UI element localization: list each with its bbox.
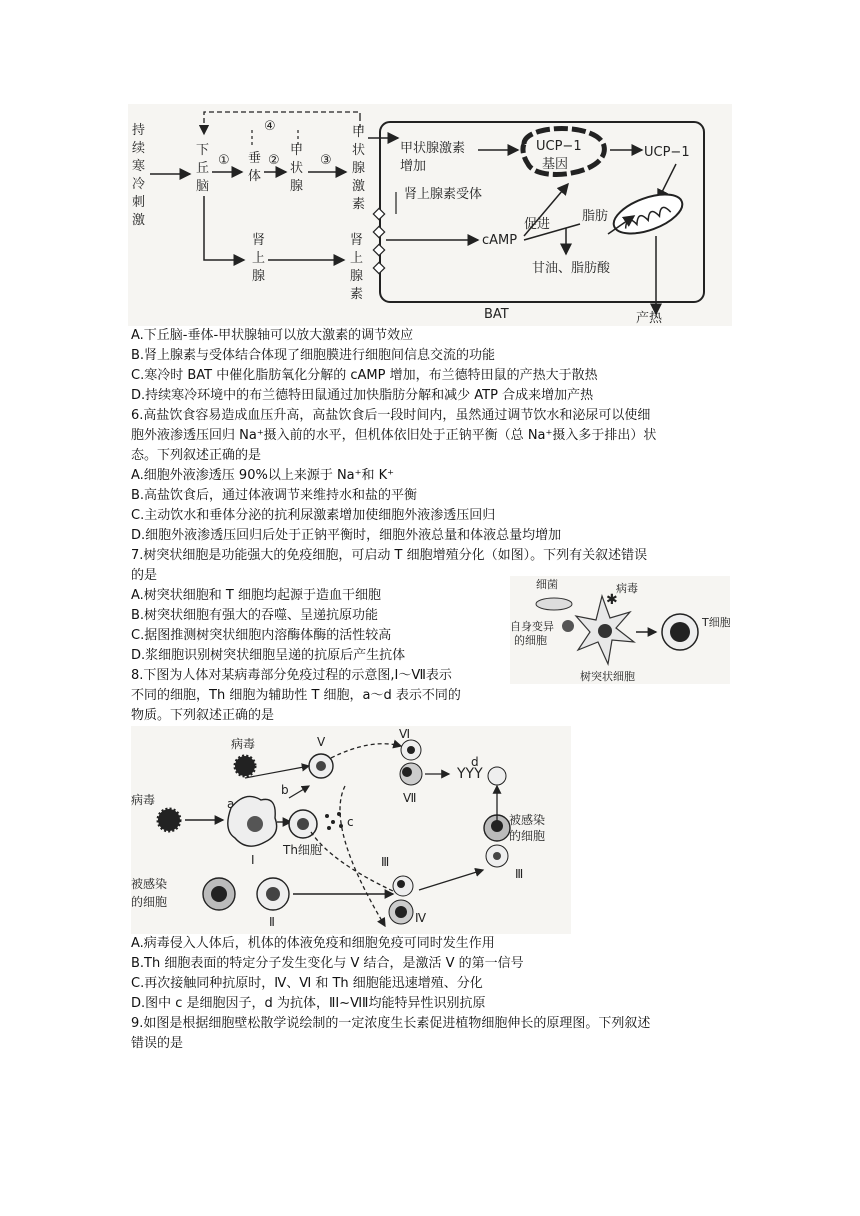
label-r1: Ⅰ: [251, 853, 255, 867]
virus-top-label: 病毒: [231, 737, 256, 751]
svg-text:腺: 腺: [290, 179, 304, 194]
q7-option-c: C.据图推测树突状细胞内溶酶体酶的活性较高: [131, 628, 392, 643]
q6-option-d: D.细胞外液渗透压回归后处于正钠平衡时，细胞外液总量和体液总量均增加: [131, 528, 562, 543]
svg-text:腺: 腺: [252, 269, 266, 284]
label-r2: Ⅱ: [269, 915, 275, 929]
promote-label: 促进: [524, 217, 551, 232]
svg-text:寒: 寒: [132, 159, 146, 174]
virus-left-label: 病毒: [131, 793, 156, 807]
t-cell-label: T细胞: [702, 616, 730, 629]
svg-text:基因: 基因: [542, 157, 569, 172]
q7-stem-2: 的是: [131, 568, 158, 583]
q7-option-d: D.浆细胞识别树突状细胞呈递的抗原后产生抗体: [131, 648, 406, 663]
virus-top-icon: [235, 756, 255, 776]
svg-text:持: 持: [132, 123, 146, 138]
svg-text:甲: 甲: [290, 143, 304, 158]
svg-text:素: 素: [352, 197, 366, 212]
svg-text:肾: 肾: [252, 233, 266, 248]
step-2: ②: [268, 153, 280, 168]
bacteria-label: 细菌: [536, 578, 558, 591]
fat-label: 脂肪: [582, 209, 609, 224]
q7-option-a: A.树突状细胞和 T 细胞均起源于造血干细胞: [131, 588, 382, 603]
step-4: ④: [264, 119, 276, 134]
q6-stem-2: 胞外液渗透压回归 Na⁺摄入前的水平，但机体依旧处于正钠平衡（总 Na⁺摄入多于排出）状: [131, 428, 657, 443]
infected-left-label: 被感染: [131, 877, 168, 891]
svg-text:的细胞: 的细胞: [509, 829, 546, 843]
svg-text:肾: 肾: [350, 233, 364, 248]
q7-stem-1: 7.树突状细胞是功能强大的免疫细胞，可启动 T 细胞增殖分化（如图）。下列有关叙述错误: [131, 548, 648, 563]
self-mutant-label: 自身变异: [510, 620, 554, 633]
mitochondrion-icon: [609, 187, 688, 242]
svg-text:刺: 刺: [132, 195, 146, 210]
svg-text:状: 状: [290, 161, 304, 176]
svg-text:的细胞: 的细胞: [131, 895, 168, 909]
q6-option-a: A.细胞外液渗透压 90%以上来源于 Na⁺和 K⁺: [131, 468, 395, 483]
glycerol-label: 甘油、脂肪酸: [532, 261, 611, 276]
svg-text:腺: 腺: [352, 161, 366, 176]
label-a: a: [227, 797, 235, 811]
q6-stem-1: 6.高盐饮食容易造成血压升高，高盐饮食后一段时间内，虽然通过调节饮水和泌尿可以使细: [131, 408, 651, 423]
q8-option-c: C.再次接触同种抗原时，Ⅳ、Ⅵ 和 Th 细胞能迅速增殖、分化: [131, 976, 483, 991]
svg-text:冷: 冷: [132, 177, 146, 192]
q5-option-b: B.肾上腺素与受体结合体现了细胞膜进行细胞间信息交流的功能: [131, 348, 496, 363]
dendritic-cell-figure: [510, 576, 730, 684]
antibody-icon: YYY: [457, 766, 483, 782]
q8-stem-2: 不同的细胞，Th 细胞为辅助性 T 细胞，a～d 表示不同的: [131, 688, 461, 703]
label-r3b: Ⅲ: [515, 867, 524, 881]
dendritic-label: 树突状细胞: [580, 670, 635, 683]
svg-text:垂: 垂: [248, 151, 262, 166]
ucp1-label: UCP−1: [644, 145, 690, 160]
q6-option-b: B.高盐饮食后，通过体液调节来维持水和盐的平衡: [131, 488, 418, 503]
th-label: Th细胞: [283, 843, 322, 857]
svg-text:丘: 丘: [196, 161, 210, 176]
label-r6: Ⅵ: [399, 727, 411, 741]
svg-text:续: 续: [132, 141, 146, 156]
svg-text:甲: 甲: [352, 125, 366, 140]
svg-text:脑: 脑: [196, 179, 210, 194]
svg-text:激: 激: [352, 179, 366, 194]
q7-option-b: B.树突状细胞有强大的吞噬、呈递抗原功能: [131, 608, 379, 623]
label-r5: Ⅴ: [317, 735, 326, 749]
immune-process-figure: [131, 726, 571, 934]
q9-stem-2: 错误的是: [131, 1036, 184, 1051]
bacteria-icon: [536, 598, 572, 610]
q5-option-c: C.寒冷时 BAT 中催化脂肪氧化分解的 cAMP 增加，布兰德特田鼠的产热大于散热: [131, 368, 598, 383]
svg-text:腺: 腺: [350, 269, 364, 284]
svg-text:上: 上: [350, 251, 364, 266]
svg-text:上: 上: [252, 251, 266, 266]
svg-text:状: 状: [352, 143, 366, 158]
q8-option-b: B.Th 细胞表面的特定分子发生变化与 V 结合，是激活 V 的第一信号: [131, 956, 524, 971]
heat-label: 产热: [636, 311, 663, 326]
q5-option-a: A.下丘脑-垂体-甲状腺轴可以放大激素的调节效应: [131, 328, 414, 343]
step-3: ③: [320, 153, 332, 168]
label-r7: Ⅶ: [403, 791, 417, 805]
svg-text:的细胞: 的细胞: [514, 634, 547, 647]
q8-stem-1: 8.下图为人体对某病毒部分免疫过程的示意图,Ⅰ～Ⅶ表示: [131, 668, 452, 683]
virus-left-icon: [158, 809, 180, 831]
q8-option-d: D.图中 c 是细胞因子，d 为抗体，ⅡⅠ~ⅥⅡ均能特异性识别抗原: [131, 996, 486, 1011]
bat-label: BAT: [484, 307, 509, 322]
label-r4: Ⅳ: [415, 911, 427, 925]
q8-option-a: A.病毒侵入人体后，机体的体液免疫和细胞免疫可同时发生作用: [131, 936, 495, 951]
label-r3a: Ⅲ: [381, 855, 390, 869]
camp-label: cAMP: [482, 233, 518, 248]
svg-text:体: 体: [248, 169, 262, 184]
virus-icon: ✱: [606, 592, 618, 608]
q6-stem-3: 态。下列叙述正确的是: [131, 448, 262, 463]
q8-stem-3: 物质。下列叙述正确的是: [131, 708, 275, 723]
hypothalamus-label: 下: [196, 143, 210, 158]
cold-stimulus-label: [132, 122, 145, 228]
infected-right-label: 被感染: [509, 813, 546, 827]
thermogenesis-figure: [128, 104, 732, 326]
label-d: d: [471, 755, 479, 769]
adrenaline-receptor: 肾上腺素受体: [404, 187, 483, 202]
mutant-cell-icon: [562, 620, 574, 632]
thyroid-hormone-increase: 甲状腺激素: [400, 141, 466, 156]
svg-text:增加: 增加: [400, 159, 427, 174]
q9-stem-1: 9.如图是根据细胞壁松散学说绘制的一定浓度生长素促进植物细胞伸长的原理图。下列叙述: [131, 1016, 651, 1031]
step-1: ①: [218, 153, 230, 168]
svg-text:激: 激: [132, 213, 146, 228]
virus-label: 病毒: [616, 582, 638, 595]
svg-text:UCP−1: UCP−1: [536, 139, 582, 154]
q5-option-d: D.持续寒冷环境中的布兰德特田鼠通过加快脂肪分解和减少 ATP 合成来增加产热: [131, 388, 594, 403]
q6-option-c: C.主动饮水和垂体分泌的抗利尿激素增加使细胞外液渗透压回归: [131, 508, 496, 523]
label-c: c: [347, 815, 354, 829]
label-b: b: [281, 783, 289, 797]
svg-text:素: 素: [350, 287, 364, 302]
